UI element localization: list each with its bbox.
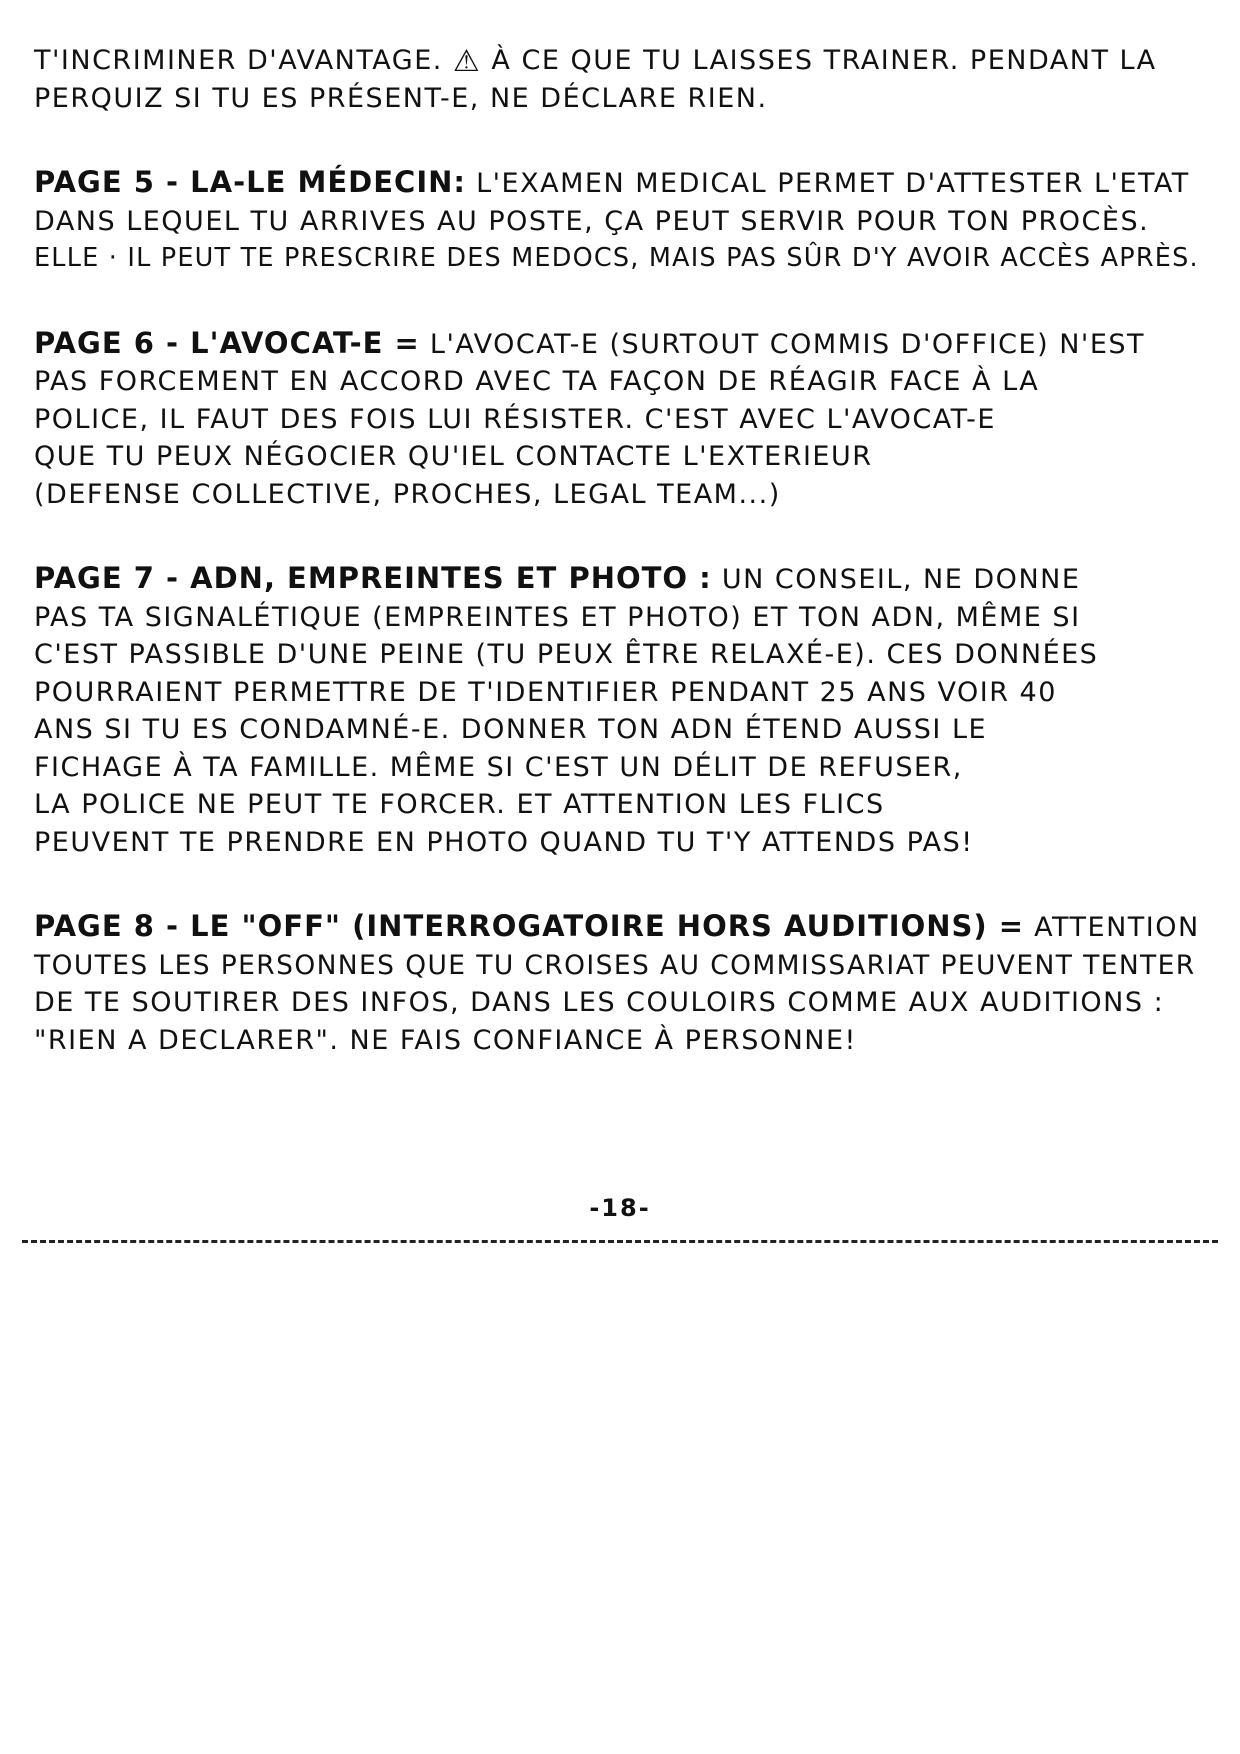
section-page-5-medecin — [34, 164, 1209, 278]
section-line: POLICE, IL FAUT DES FOIS LUI RÉSISTER. C'EST AVEC L'AVOCAT-E — [34, 403, 996, 435]
section-line: C'EST PASSIBLE D'UNE PEINE (TU PEUX ÊTRE RELAXÉ-E). CES DONNÉES — [34, 639, 1099, 670]
section-first-line — [34, 325, 1209, 364]
section-heading: PAGE 5 - LA-LE MÉDECIN: — [34, 165, 466, 199]
dashed-cut-line — [22, 1240, 1218, 1243]
section-first-line-text: ATTENTION — [1034, 912, 1200, 943]
intro-line-2: PERQUIZ SI TU ES PRÉSENT-E, NE DÉCLARE RIEN. — [34, 82, 768, 114]
section-line: POURRAIENT PERMETTRE DE T'IDENTIFIER PENDANT 25 ANS VOIR 40 — [34, 676, 1057, 708]
section-line: "RIEN A DECLARER". NE FAIS CONFIANCE À PERSONNE! — [34, 1024, 857, 1056]
section-first-line — [34, 560, 1209, 599]
page-content — [34, 42, 1209, 1059]
section-line: LA POLICE NE PEUT TE FORCER. ET ATTENTION LES FLICS — [34, 789, 885, 820]
section-line: ELLE · IL PEUT TE PRESCRIRE DES MEDOCS, MAIS PAS SÛR D'Y AVOIR ACCÈS APRÈS. — [34, 243, 1199, 273]
section-line: ANS SI TU ES CONDAMNÉ-E. DONNER TON ADN ÉTEND AUSSI LE — [34, 714, 988, 745]
section-first-line-text: UN CONSEIL, NE DONNE — [721, 564, 1081, 595]
intro-paragraph — [34, 42, 1209, 117]
section-line: FICHAGE À TA FAMILLE. MÊME SI C'EST UN DÉLIT DE REFUSER, — [34, 751, 963, 783]
intro-text-after-icon: À CE QUE TU LAISSES TRAINER. PENDANT LA — [491, 45, 1157, 76]
section-first-line — [34, 164, 1209, 203]
page-number: -18- — [589, 1194, 651, 1222]
section-first-line — [34, 908, 1209, 947]
section-page-8-off — [34, 908, 1209, 1059]
intro-text-before-icon: T'INCRIMINER D'AVANTAGE. — [34, 45, 453, 76]
section-line: (DEFENSE COLLECTIVE, PROCHES, LEGAL TEAM...) — [34, 478, 781, 510]
section-line: DANS LEQUEL TU ARRIVES AU POSTE, ÇA PEUT SERVIR POUR TON PROCÈS. — [34, 205, 1150, 237]
section-heading: PAGE 6 - L'AVOCAT-E = — [34, 325, 420, 360]
section-heading: PAGE 8 - LE "OFF" (INTERROGATOIRE HORS AUDITIONS) = — [34, 909, 1025, 943]
section-first-line-text: L'AVOCAT-E (SURTOUT COMMIS D'OFFICE) N'EST — [429, 328, 1146, 360]
section-line: PAS TA SIGNALÉTIQUE (EMPREINTES ET PHOTO) ET TON ADN, MÊME SI — [34, 601, 1081, 633]
section-first-line-text: L'EXAMEN MEDICAL PERMET D'ATTESTER L'ETAT — [476, 168, 1190, 199]
section-page-6-avocat — [34, 325, 1209, 514]
intro-line-1 — [34, 42, 1209, 80]
section-line: DE TE SOUTIRER DES INFOS, DANS LES COULOIRS COMME AUX AUDITIONS : — [34, 987, 1165, 1018]
warning-icon: ⚠ — [452, 44, 482, 79]
section-line: PAS FORCEMENT EN ACCORD AVEC TA FAÇON DE RÉAGIR FACE À LA — [34, 366, 1040, 397]
section-line: TOUTES LES PERSONNES QUE TU CROISES AU COMMISSARIAT PEUVENT TENTER — [34, 949, 1196, 981]
section-heading: PAGE 7 - ADN, EMPREINTES ET PHOTO : — [34, 561, 712, 595]
section-line: PEUVENT TE PRENDRE EN PHOTO QUAND TU T'Y ATTENDS PAS! — [34, 826, 974, 858]
section-line: QUE TU PEUX NÉGOCIER QU'IEL CONTACTE L'EXTERIEUR — [34, 441, 873, 472]
section-page-7-adn — [34, 560, 1209, 861]
